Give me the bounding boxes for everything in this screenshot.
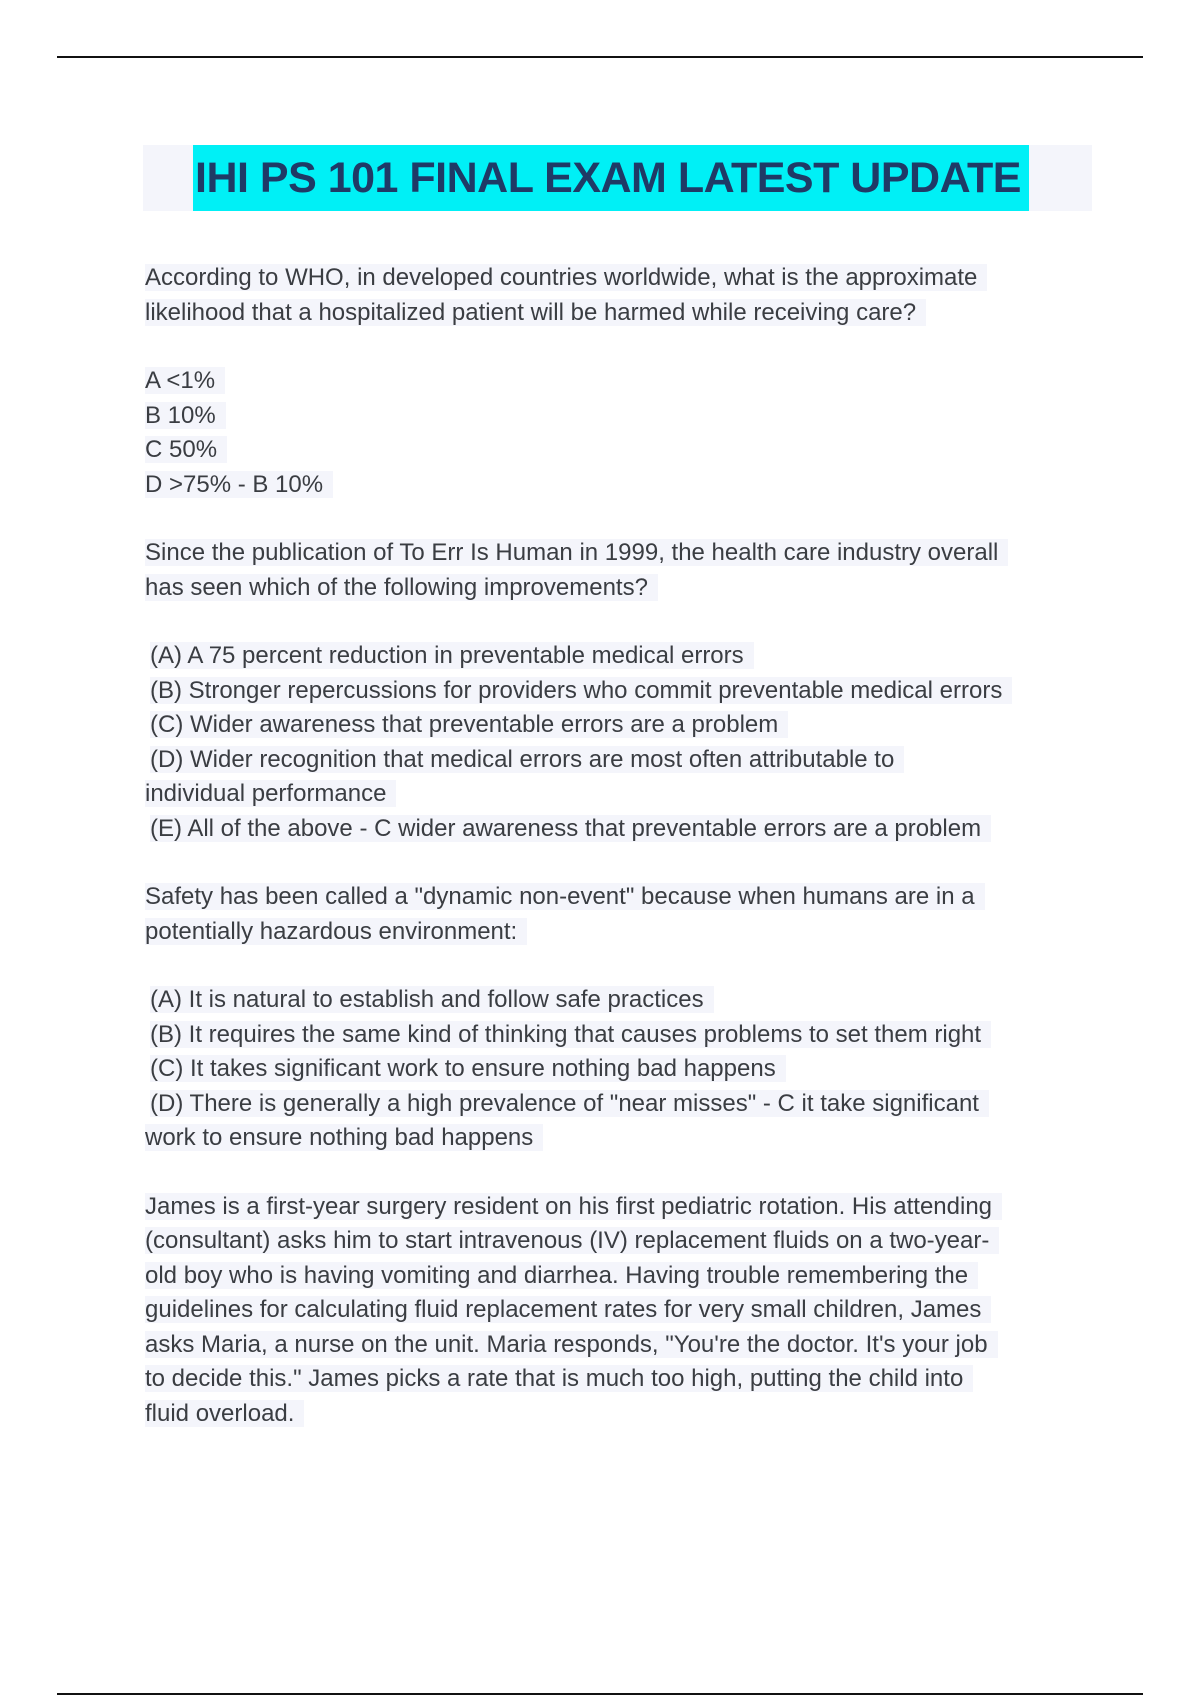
answer-option: (B) Stronger repercussions for providers who commit preventable medical errors [150, 677, 1012, 704]
answer-option: (C) It takes significant work to ensure nothing bad happens [150, 1055, 786, 1082]
answer-option: (E) All of the above - C wider awareness that preventable errors are a problem [150, 815, 991, 842]
answer-option-continuation: work to ensure nothing bad happens [145, 1124, 543, 1151]
question-text-line: asks Maria, a nurse on the unit. Maria responds, "You're the doctor. It's your job [145, 1331, 998, 1358]
question-text-line: old boy who is having vomiting and diarrhea. Having trouble remembering the [145, 1262, 978, 1289]
footer-rule [57, 1693, 1143, 1695]
question-text-line: James is a first-year surgery resident on his first pediatric rotation. His attending [145, 1193, 1002, 1220]
answer-option: D >75% - B 10% [145, 471, 333, 498]
question-text-line: has seen which of the following improvements? [145, 574, 658, 601]
answer-option: (A) It is natural to establish and follow safe practices [150, 986, 714, 1013]
question-1-options [145, 364, 1085, 502]
document-body [145, 261, 1085, 1465]
question-text-line: likelihood that a hospitalized patient will be harmed while receiving care? [145, 299, 926, 326]
question-text-line: guidelines for calculating fluid replacement rates for very small children, James [145, 1296, 991, 1323]
question-1-stem [145, 261, 1085, 330]
answer-option: (B) It requires the same kind of thinking that causes problems to set them right [150, 1021, 991, 1048]
answer-option: B 10% [145, 402, 226, 429]
question-3-stem [145, 880, 1085, 949]
question-text-line: Since the publication of To Err Is Human in 1999, the health care industry overall [145, 539, 1008, 566]
answer-option: (A) A 75 percent reduction in preventable medical errors [150, 642, 754, 669]
question-text-line: According to WHO, in developed countries worldwide, what is the approximate [145, 264, 987, 291]
question-2-stem [145, 536, 1085, 605]
answer-option: (D) There is generally a high prevalence of "near misses" - C it take significant [150, 1090, 989, 1117]
question-3-options [145, 983, 1085, 1156]
question-text-line: (consultant) asks him to start intravenous (IV) replacement fluids on a two-year- [145, 1227, 999, 1254]
answer-option-continuation: individual performance [145, 780, 396, 807]
document-title: IHI PS 101 FINAL EXAM LATEST UPDATE [193, 145, 1029, 211]
question-text-line: fluid overload. [145, 1400, 304, 1427]
question-text-line: to decide this." James picks a rate that is much too high, putting the child into [145, 1365, 973, 1392]
answer-option: C 50% [145, 436, 227, 463]
question-4-stem [145, 1190, 1085, 1432]
question-text-line: potentially hazardous environment: [145, 918, 527, 945]
answer-option: A <1% [145, 367, 225, 394]
question-2-options [145, 639, 1085, 846]
header-rule [57, 56, 1143, 58]
question-text-line: Safety has been called a "dynamic non-event" because when humans are in a [145, 883, 985, 910]
answer-option: (C) Wider awareness that preventable errors are a problem [150, 711, 788, 738]
answer-option: (D) Wider recognition that medical errors are most often attributable to [150, 746, 904, 773]
